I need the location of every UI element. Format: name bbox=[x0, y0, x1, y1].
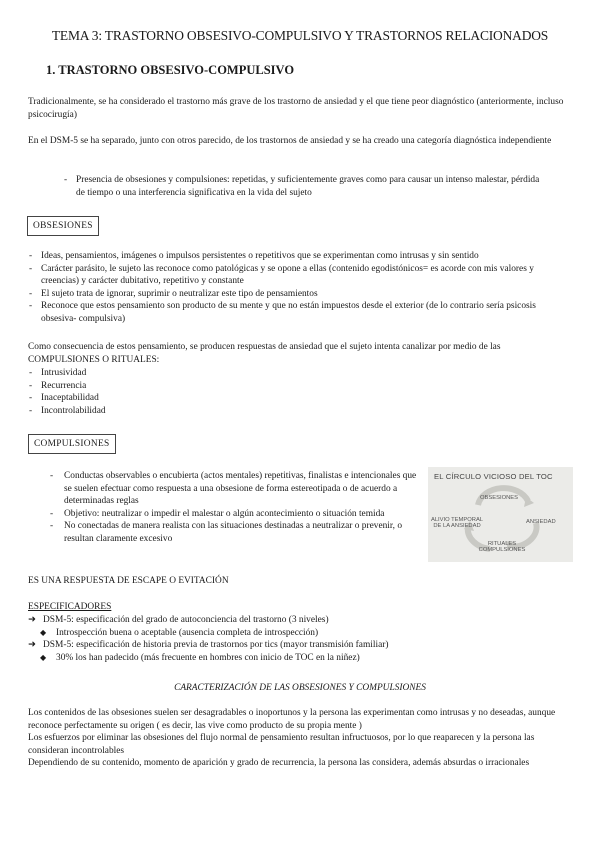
features-list bbox=[29, 367, 229, 417]
label-rituales: RITUALES COMPULSIONES bbox=[478, 541, 526, 554]
arrow-right-icon: ➜ bbox=[28, 640, 36, 651]
list-item: ➜ DSM-5: especificación del grado de autoconciencia del trastorno (3 niveles) bbox=[28, 615, 329, 625]
paragraph: Dependiendo de su contenido, momento de aparición y grado de recurrencia, la persona las considera, además absurdas o irracionales bbox=[28, 758, 530, 769]
obsesiones-list bbox=[29, 250, 569, 326]
caracterizacion-title: CARACTERIZACIÓN DE LAS OBSESIONES Y COMPULSIONES bbox=[174, 683, 426, 693]
especificadores-title: ESPECIFICADORES bbox=[28, 602, 112, 612]
list-item: - Conductas observables o encubierta (actos mentales) repetitivas, finalistas e intencionales que se suelen efectuar como respuesta a una obsesione de forma estereotipada o de acuerdo a determinadas reglas bbox=[50, 470, 418, 508]
label-obsesiones: OBSESIONES bbox=[480, 495, 519, 501]
label-ansiedad: ANSIEDAD bbox=[526, 519, 556, 525]
list-item: - Objetivo: neutralizar o impedir el malestar o algún acontecimiento o situación temida bbox=[50, 508, 418, 521]
list-item: - Incontrolabilidad bbox=[29, 405, 229, 418]
intro-paragraph-1: Tradicionalmente, se ha considerado el trastorno más grave de los trastorno de ansiedad y el que tiene peor diagnóstico (anteriormente, incluso psicocirugía) bbox=[28, 97, 564, 120]
list-item: - El sujeto trata de ignorar, suprimir o neutralizar este tipo de pensamientos bbox=[29, 288, 569, 301]
vicious-circle-figure bbox=[428, 467, 573, 562]
list-item: - Inaceptabilidad bbox=[29, 392, 229, 405]
consequence-paragraph: Como consecuencia de estos pensamiento, se producen respuestas de ansiedad que el sujeto intenta canalizar por medio de las COMPULSIONES O RITUALES: bbox=[28, 342, 501, 365]
list-item: - Reconoce que estos pensamiento son producto de su mente y que no están impuestos desde el exterior (de lo contrario sería psicosis obsesiva- compulsiva) bbox=[29, 300, 569, 325]
figure-title: EL CÍRCULO VICIOSO DEL TOC bbox=[434, 472, 553, 481]
list-item: - No conectadas de manera realista con las situaciones destinadas a neutralizar o prevenir, o resultan claramente excesivo bbox=[50, 520, 418, 545]
arrow-right-icon: ➜ bbox=[28, 615, 36, 625]
list-item: ◆ 30% los han padecido (más frecuente en hombres con inicio de TOC en la niñez) bbox=[40, 652, 360, 663]
diamond-bullet-icon: ◆ bbox=[40, 627, 47, 637]
caracterizacion-paragraphs bbox=[28, 707, 573, 770]
section-heading: 1. TRASTORNO OBSESIVO-COMPULSIVO bbox=[46, 63, 295, 77]
paragraph: Los contenidos de las obsesiones suelen ser desagradables o inoportunos y la persona las experimentan como intrusas y no deseadas, aunque reconoce perfectamente su origen ( es decir, las vive como producto de su propia mente ) bbox=[28, 708, 556, 731]
obsesiones-label-box: OBSESIONES bbox=[27, 216, 99, 236]
list-item: - Ideas, pensamientos, imágenes o impulsos persistentes o repetitivos que se experimentan como intrusas y sin sentido bbox=[29, 250, 569, 263]
list-item: - Intrusividad bbox=[29, 367, 229, 380]
diamond-bullet-icon: ◆ bbox=[40, 652, 47, 662]
especificadores-list bbox=[28, 614, 568, 664]
escape-statement: ES UNA RESPUESTA DE ESCAPE O EVITACIÓN bbox=[28, 576, 229, 586]
list-item: ◆ Introspección buena o aceptable (ausencia completa de introspección) bbox=[40, 627, 319, 638]
page-title: TEMA 3: TRASTORNO OBSESIVO-COMPULSIVO Y TRASTORNOS RELACIONADOS bbox=[51, 28, 549, 43]
list-item: - Presencia de obsesiones y compulsiones: repetidas, y suficientemente graves como para causar un intenso malestar, pérdida de tiempo o una interferencia significativa en la vida del sujeto bbox=[64, 174, 544, 199]
list-item: - Recurrencia bbox=[29, 380, 229, 393]
list-item: ➜ DSM-5: especificación de historia previa de trastornos por tics (mayor transmisión familiar) bbox=[28, 640, 389, 651]
compulsiones-label-box: COMPULSIONES bbox=[28, 434, 116, 454]
compulsiones-list bbox=[50, 470, 418, 546]
list-item: - Carácter parásito, le sujeto las reconoce como patológicas y se opone a ellas (contenido egodistónicos= es acorde con mis valores y creencias) y carácter dubitativo, repetitivo y constante bbox=[29, 263, 569, 288]
label-alivio: ALIVIO TEMPORAL DE LA ANSIEDAD bbox=[430, 517, 484, 530]
intro-paragraph-2: En el DSM-5 se ha separado, junto con otros parecido, de los trastornos de ansiedad y se ha creado una categoría diagnóstica independiente bbox=[28, 136, 552, 146]
intro-bullet-list bbox=[64, 174, 544, 199]
paragraph: Los esfuerzos por eliminar las obsesiones del flujo normal de pensamiento resultan infructuosos, por lo que reaparecen y la persona las consideran incontrolables bbox=[28, 733, 535, 756]
